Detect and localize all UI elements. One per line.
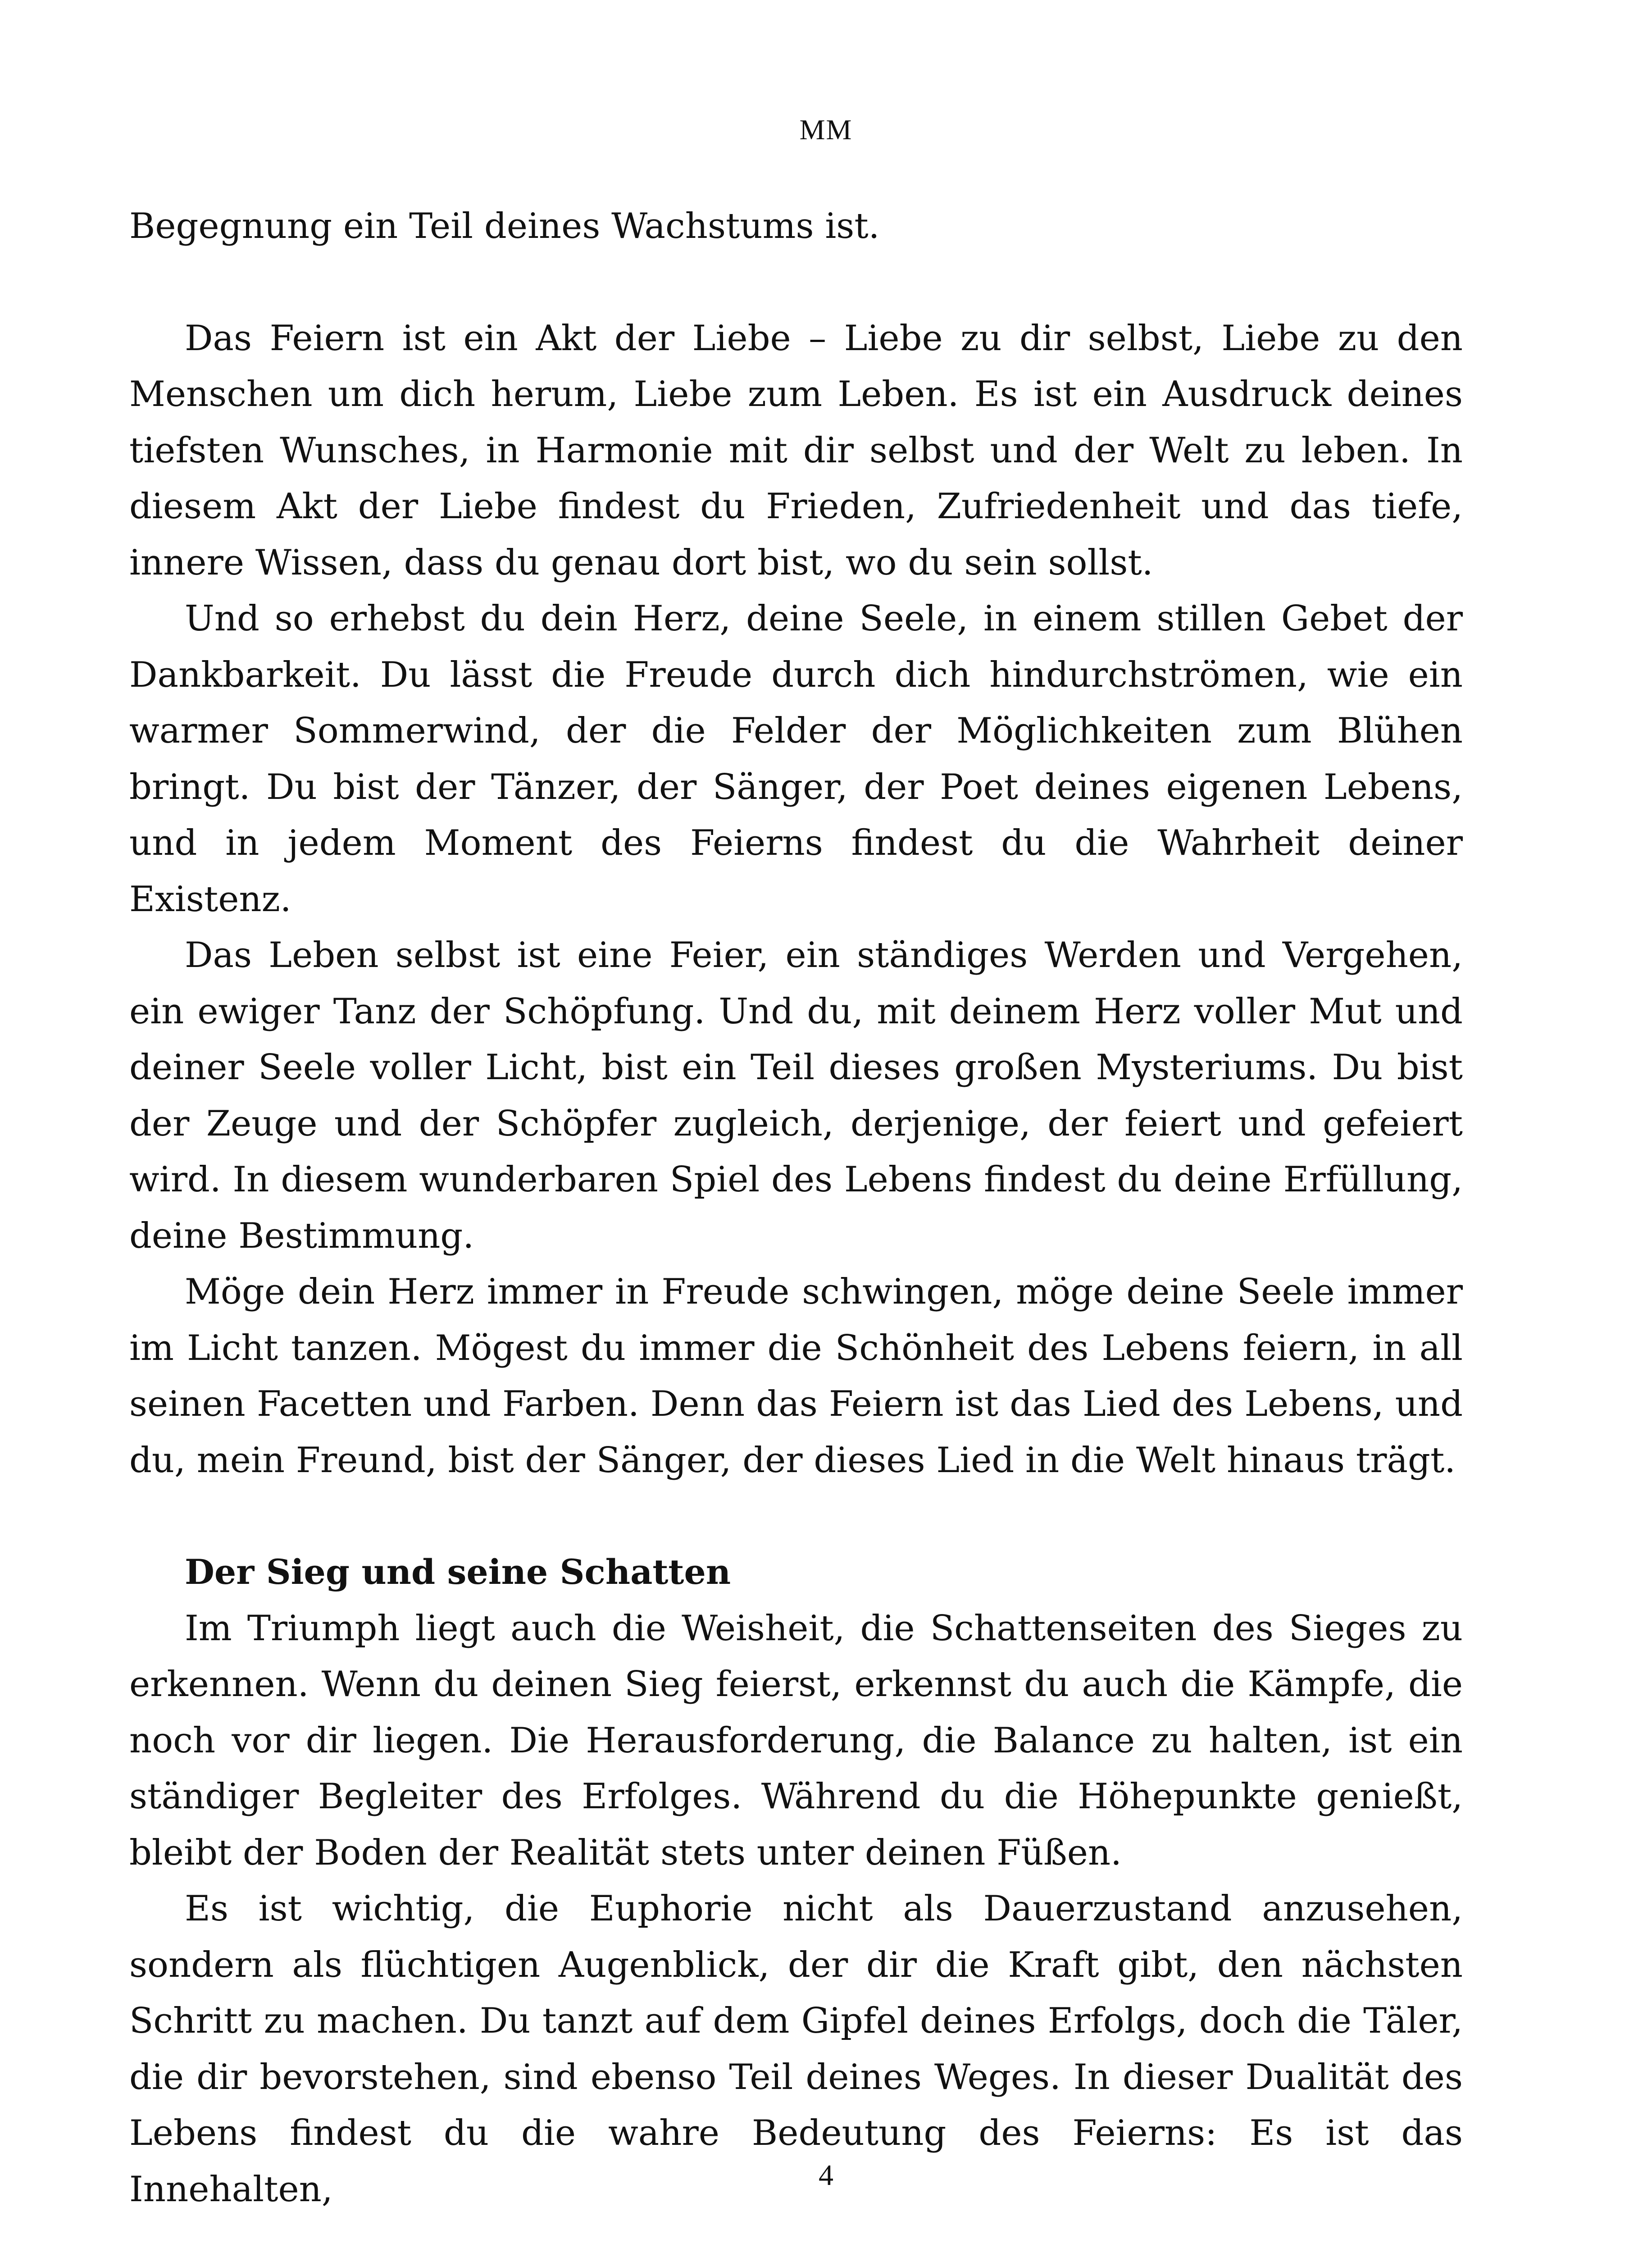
running-header: MM xyxy=(799,114,853,146)
paragraph: Es ist wichtig, die Euphorie nicht als Dauerzustand anzusehen, sondern als flüchtigen Augenblick, der dir die Kraft gibt, den nächsten Schritt zu machen. Du tanzt auf dem Gipfel deines Erfolgs, doch die Täler, die dir bevorstehen, sind ebenso Teil deines Weges. In dieser Dualität des Lebens findest du die wahre Bedeutung des Feierns: Es ist das Innehalten, xyxy=(129,1888,1463,2210)
body-text xyxy=(129,198,1463,2217)
paragraph: Das Leben selbst ist eine Feier, ein ständiges Werden und Vergehen, ein ewiger Tanz der Schöpfung. Und du, mit deinem Herz voller Mut und deiner Seele voller Licht, bist ein Teil dieses großen Mysteriums. Du bist der Zeuge und der Schöpfer zugleich, derjenige, der feiert und gefeiert wird. In diesem wunderbaren Spiel des Lebens findest du deine Erfüllung, deine Bestimmung. xyxy=(129,935,1463,1256)
paragraph: Und so erhebst du dein Herz, deine Seele, in einem stillen Gebet der Dankbarkeit. Du lässt die Freude durch dich hindurchströmen, wie ein warmer Sommerwind, der die Felder der Möglichkeiten zum Blühen bringt. Du bist der Tänzer, der Sänger, der Poet deines eigenen Lebens, und in jedem Moment des Feierns findest du die Wahrheit deiner Existenz. xyxy=(129,598,1463,920)
paragraph: Im Triumph liegt auch die Weisheit, die Schattenseiten des Sieges zu erkennen. Wenn du deinen Sieg feierst, erkennst du auch die Kämpfe, die noch vor dir liegen. Die Herausforderung, die Balance zu halten, ist ein ständiger Begleiter des Erfolges. Während du die Höhepunkte genießt, bleibt der Boden der Realität stets unter deinen Füßen. xyxy=(129,1608,1463,1873)
paragraph: Das Feiern ist ein Akt der Liebe – Liebe zu dir selbst, Liebe zu den Menschen um dich herum, Liebe zum Leben. Es ist ein Ausdruck deines tiefsten Wunsches, in Harmonie mit dir selbst und der Welt zu leben. In diesem Akt der Liebe findest du Frieden, Zufriedenheit und das tiefe, innere Wissen, dass du genau dort bist, wo du sein sollst. xyxy=(129,318,1463,583)
paragraph: Möge dein Herz immer in Freude schwingen, möge deine Seele immer im Licht tanzen. Mögest du immer die Schönheit des Lebens feiern, in all seinen Facetten und Farben. Denn das Feiern ist das Lied des Lebens, und du, mein Freund, bist der Sänger, der dieses Lied in die Welt hinaus trägt. xyxy=(129,1272,1463,1481)
page-number: 4 xyxy=(819,2159,833,2192)
paragraph-continuation: Begegnung ein Teil deines Wachstums ist. xyxy=(129,206,880,246)
section-heading: Der Sieg und seine Schatten xyxy=(185,1552,731,1592)
